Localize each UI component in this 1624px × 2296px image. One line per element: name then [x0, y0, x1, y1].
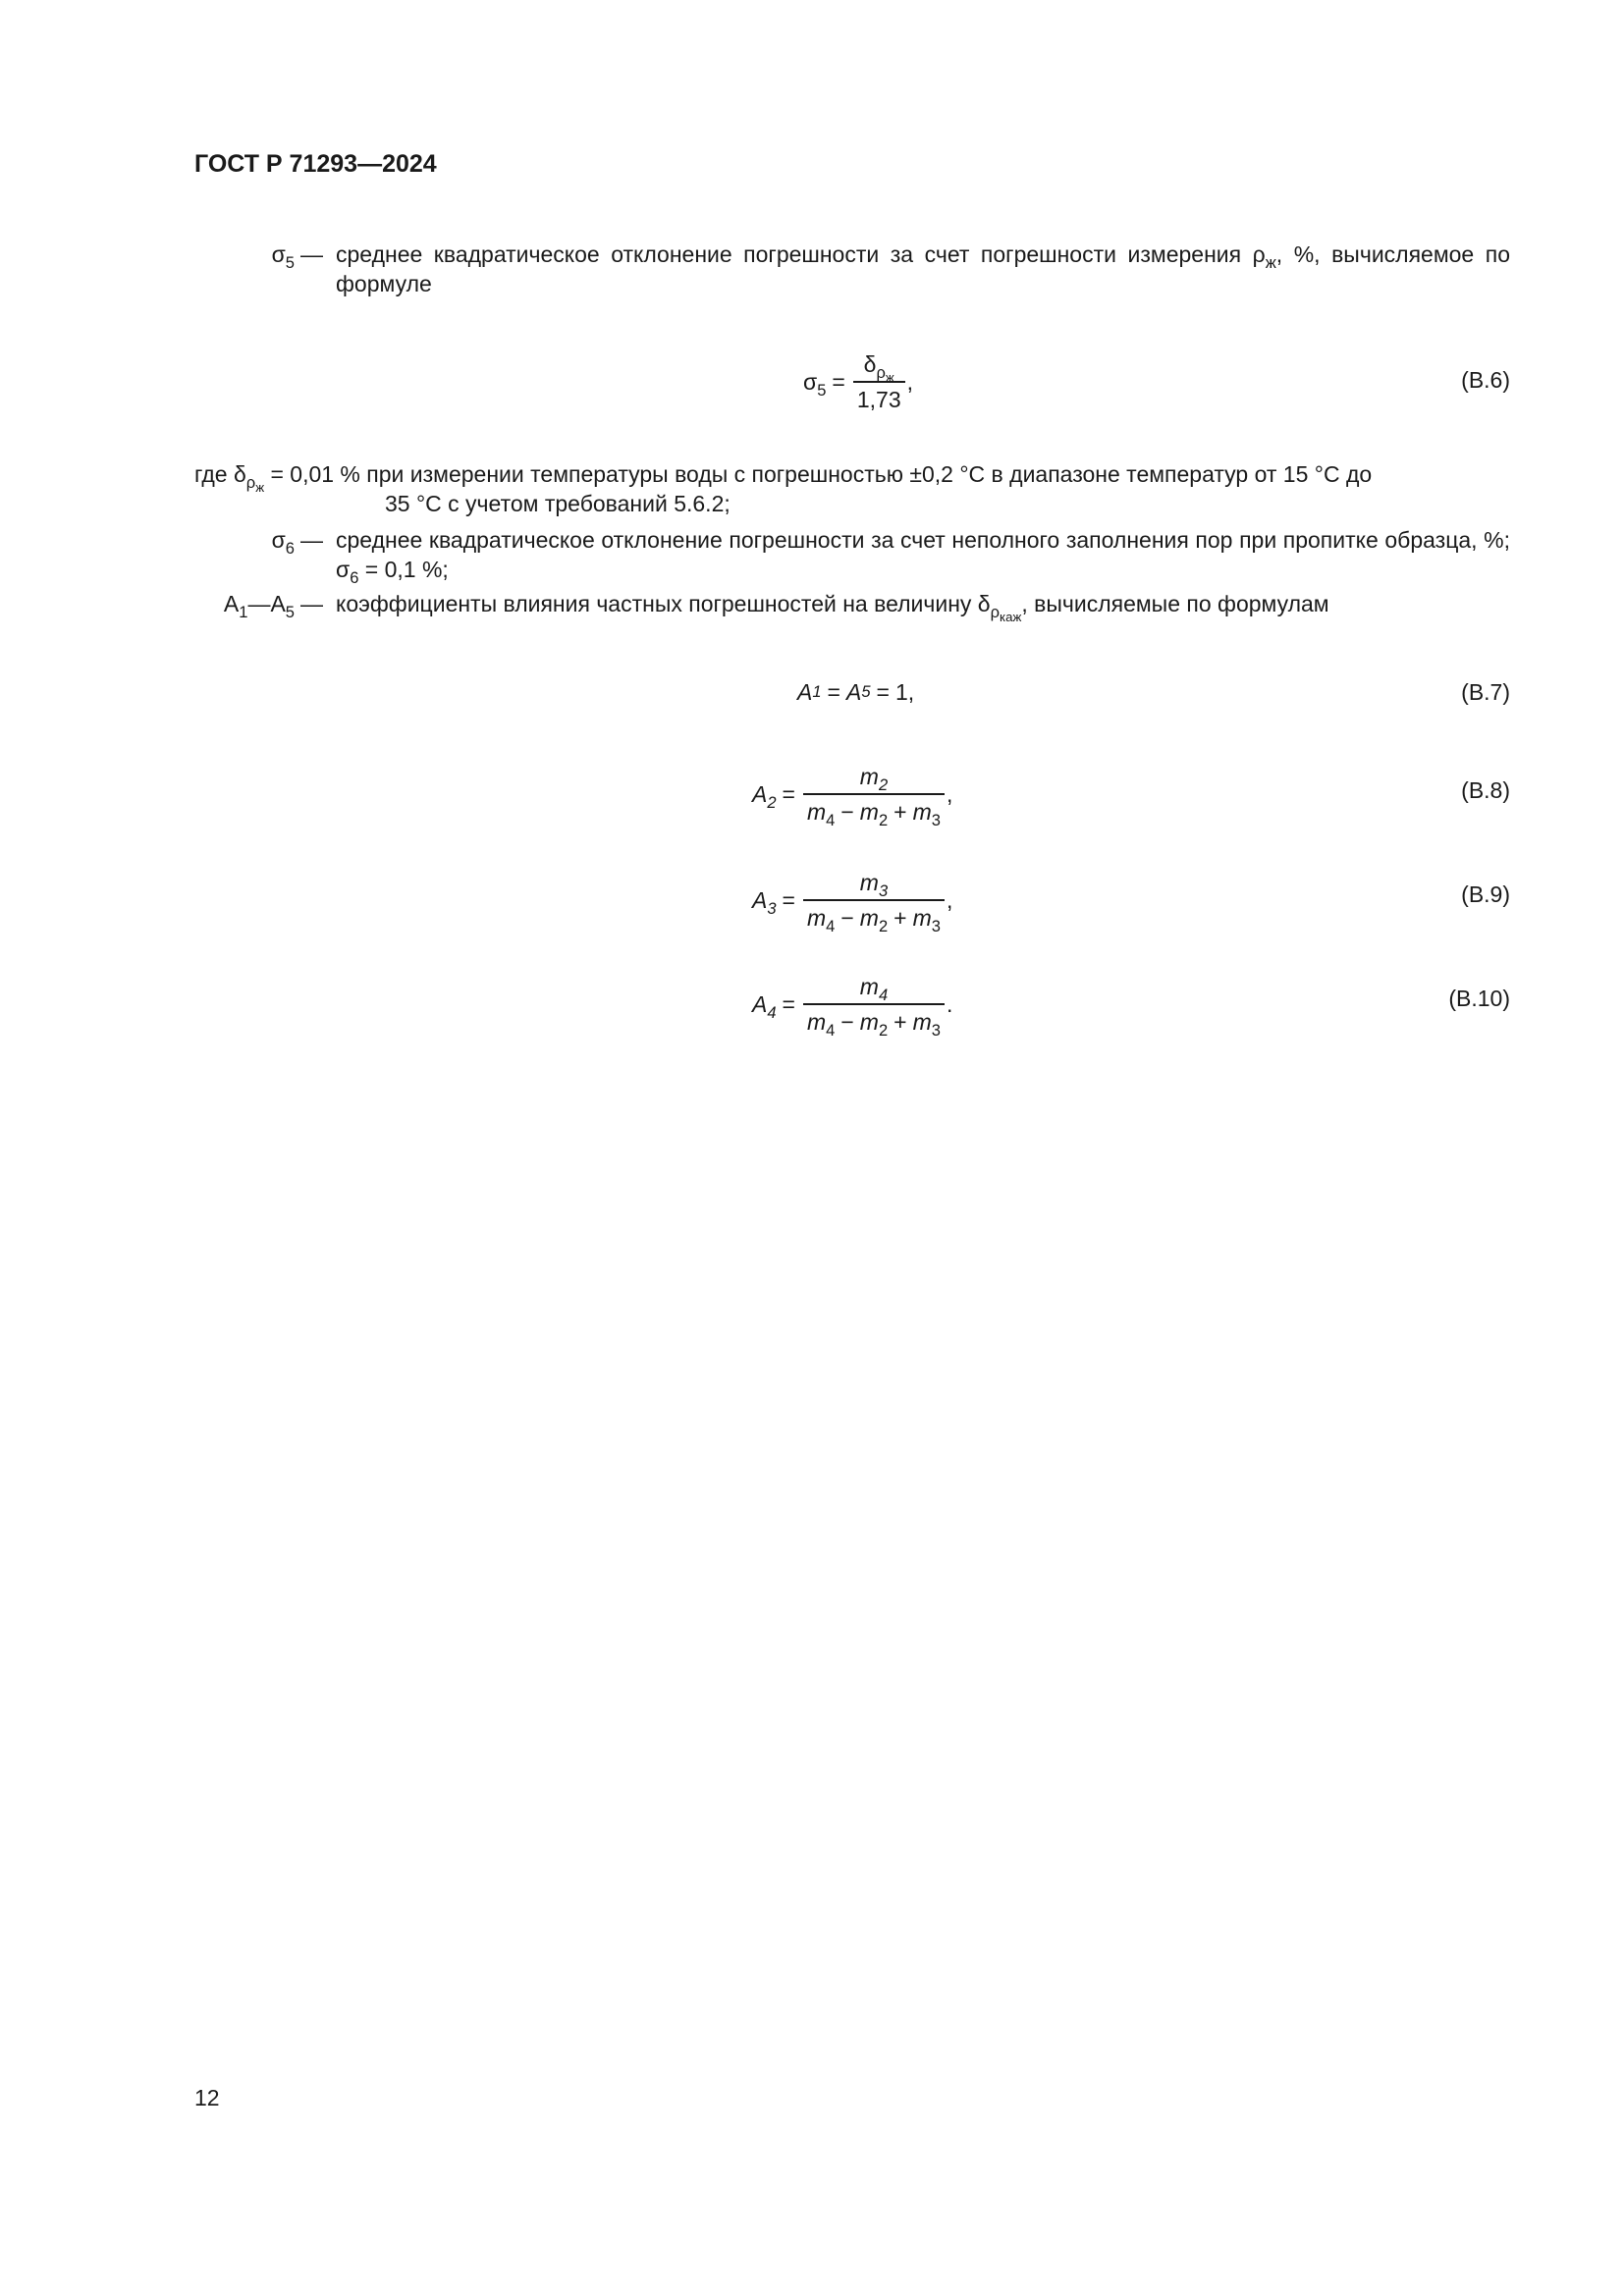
fraction-denominator: 1,73 — [853, 381, 905, 414]
fraction-numerator: $m_4$ — [859, 974, 889, 1004]
definition-symbol-a1-a5: $A_1—A_5$ — [223, 591, 295, 621]
formula-lhs: $\sigma_5$ — [803, 369, 827, 400]
document-header: ГОСТ Р 71293—2024 — [194, 150, 437, 178]
equation-number-b6: (В.6) — [1461, 367, 1510, 393]
fraction — [803, 972, 945, 1040]
where-explanation-continued: 35 °С с учетом требований 5.6.2; — [385, 491, 731, 516]
definition-symbol-sigma6: $\sigma_6$ — [271, 527, 295, 558]
fraction-denominator: $m_4 - m_2 + m_3$ — [803, 793, 945, 827]
fraction-numerator: $\delta_{\rho_ж}$ — [863, 351, 894, 385]
definition-dash: — — [300, 241, 323, 267]
formula-b7: A 1 = A 5 = 1 , — [797, 679, 915, 705]
page-number: 12 — [194, 2085, 220, 2110]
formula-b8: $A_2$ = $\frac{m_2}{m_4 - m_2 + m_3}$ , — [752, 764, 953, 829]
equation-number-b7: (В.7) — [1461, 679, 1510, 705]
formula-b10: $A_4$ = $\frac{m_4}{m_4 - m_2 + m_3}$ . — [752, 974, 953, 1040]
formula-b6: $\sigma_5$ = $\frac{\delta_{\rho_ж}}{1,73}$ , — [803, 351, 913, 412]
definition-dash: — — [300, 591, 323, 616]
definition-text-coefficients: коэффициенты влияния частных погрешностей на величину $\delta_{\rho_{каж}}$, вычисляемые по формулам — [336, 591, 1329, 624]
fraction-denominator: $m_4 - m_2 + m_3$ — [803, 899, 945, 933]
equation-number-b8: (В.8) — [1461, 777, 1510, 803]
fraction-numerator: $m_2$ — [859, 764, 889, 794]
definition-text-sigma5: среднее квадратическое отклонение погрешности за счет погрешности измерения $\rho_ж$, %, вычисляемое по формуле — [336, 241, 1510, 296]
definition-text-sigma6: среднее квадратическое отклонение погрешности за счет неполного заполнения пор при пропитке образца, %; $\sigma_6 = 0,1$ %; — [336, 527, 1510, 587]
formula-lhs: $A_3$ — [752, 887, 777, 918]
formula-lhs: $A_4$ — [752, 991, 777, 1022]
formula-lhs: $A_2$ — [752, 781, 777, 812]
definition-symbol-sigma5: $\sigma_5$ — [271, 241, 295, 272]
definition-dash: — — [300, 527, 323, 553]
equation-number-b10: (В.10) — [1448, 986, 1510, 1011]
fraction — [803, 762, 945, 827]
fraction-numerator: $m_3$ — [859, 870, 889, 900]
formula-b9: $A_3$ = $\frac{m_3}{m_4 - m_2 + m_3}$ , — [752, 870, 953, 935]
fraction-denominator: $m_4 - m_2 + m_3$ — [803, 1003, 945, 1037]
fraction — [803, 868, 945, 933]
where-explanation: где $\delta_{\rho_ж} = 0,01$ % при измерении температуры воды с погрешностью ±0,2 °С в диапазоне температур от 15 °С до — [194, 461, 1373, 495]
fraction — [853, 349, 905, 414]
equation-number-b9: (В.9) — [1461, 881, 1510, 907]
